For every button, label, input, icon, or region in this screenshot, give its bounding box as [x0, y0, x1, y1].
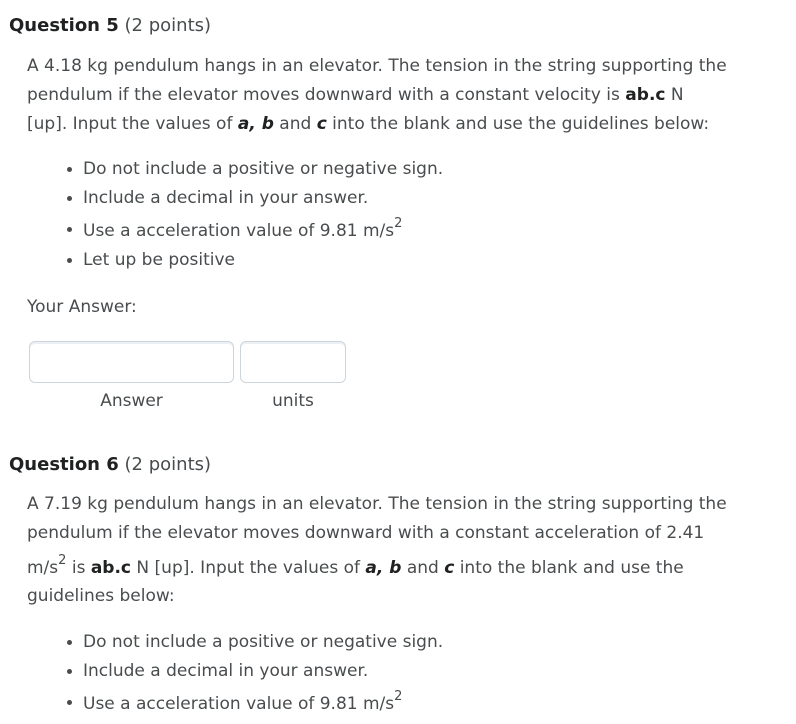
q5-text-2: N [up]. Input the values of	[27, 85, 684, 134]
question-6-points: (2 points)	[124, 454, 212, 475]
q5-var-ab: a, b	[237, 114, 274, 134]
list-item: Include a decimal in your answer.	[27, 183, 443, 213]
bullet-icon	[67, 669, 72, 674]
units-input[interactable]	[240, 341, 346, 383]
question-6-title: Question 6	[9, 454, 119, 475]
question-5-title: Question 5	[9, 15, 119, 36]
q6-line-4: guidelines below:	[27, 586, 175, 606]
answer-input[interactable]	[29, 341, 234, 383]
units-input-label: units	[272, 391, 314, 411]
q5-text-end: into the blank and use the guidelines below:	[326, 114, 710, 134]
list-item: Let up be positive	[27, 245, 443, 275]
q6-var-ab: a, b	[365, 558, 402, 578]
list-item: Do not include a positive or negative sign.	[27, 155, 443, 183]
q6-var-c: c	[444, 558, 455, 578]
q6-line-2: pendulum if the elevator moves downward with a constant acceleration of 2.41	[27, 523, 705, 543]
answer-input-label: Answer	[100, 391, 163, 411]
q6-line-1: A 7.19 kg pendulum hangs in an elevator. The tension in the string supporting the	[27, 494, 727, 514]
q5-text-1: A 4.18 kg pendulum hangs in an elevator. The tension in the string supporting the pendulum if the elevator moves downward with a constant velocity is	[27, 56, 727, 105]
question-6-guidelines	[27, 628, 443, 718]
list-item: Do not include a positive or negative sign.	[27, 628, 443, 656]
q6-line-3: $m/s^2$ is ab.c N [up]. Input the values of a, b and c into the blank and use the	[27, 553, 684, 578]
q6-value-placeholder: ab.c	[90, 558, 132, 578]
question-5-prompt	[27, 52, 767, 139]
bullet-icon	[67, 640, 72, 645]
q5-var-c: c	[316, 114, 327, 134]
list-item: Use a acceleration value of 9.81 $m/s^2$	[27, 686, 443, 718]
bullet-icon	[67, 227, 72, 232]
bullet-icon	[67, 167, 72, 172]
list-item: Include a decimal in your answer.	[27, 656, 443, 686]
list-item: Use a acceleration value of 9.81 $m/s^2$	[27, 213, 443, 245]
question-5-points: (2 points)	[124, 15, 212, 36]
q5-text-and: and	[273, 114, 317, 134]
question-6-prompt	[27, 490, 767, 611]
bullet-icon	[67, 258, 72, 263]
question-5-guidelines	[27, 155, 443, 275]
bullet-icon	[67, 700, 72, 705]
question-5-heading	[9, 15, 211, 36]
q5-value-placeholder: ab.c	[625, 85, 666, 105]
your-answer-label: Your Answer:	[27, 297, 137, 317]
question-6-heading	[9, 454, 211, 475]
bullet-icon	[67, 196, 72, 201]
